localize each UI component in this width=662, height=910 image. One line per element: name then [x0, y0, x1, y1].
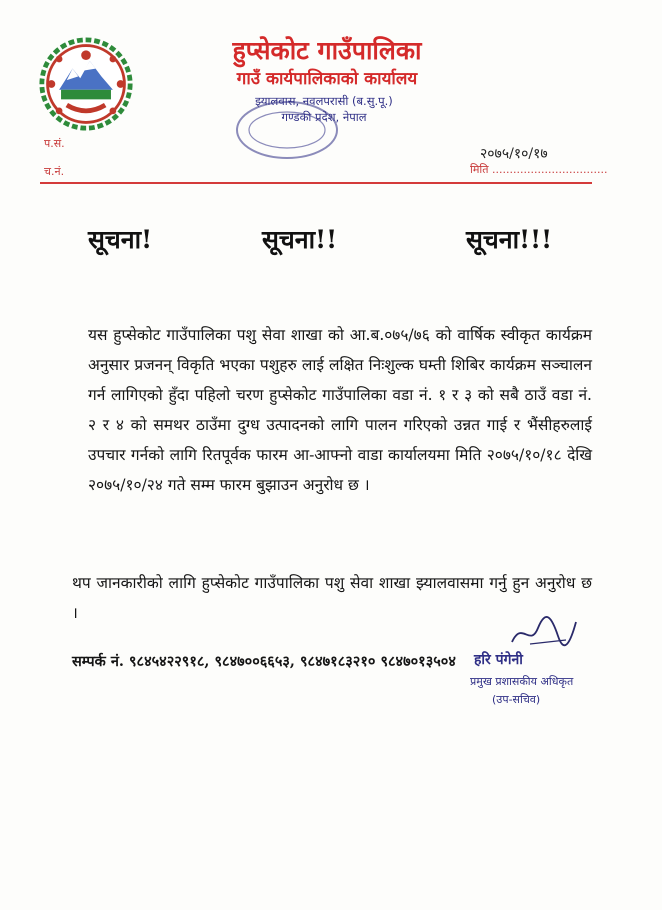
ref-number-label	[44, 136, 65, 151]
signer-title: प्रमुख प्रशासकीय अधिकृत	[470, 675, 574, 688]
signature-icon	[508, 614, 580, 650]
more-info-paragraph: थप जानकारीको लागि हुप्सेकोट गाउँपालिका पशु सेवा शाखा झ्यालवासमा गर्नु हुन अनुरोध छ ।	[72, 574, 592, 622]
nepal-emblem-icon	[38, 36, 134, 132]
dispatch-number-label	[44, 164, 64, 179]
header-divider	[40, 182, 592, 184]
notice-heading-1: सूचना!	[88, 225, 153, 254]
ps-label: प.सं.	[44, 137, 65, 150]
signer-rank: (उप-सचिव)	[492, 693, 541, 706]
signer-name: हरि पंगेनी	[474, 652, 523, 668]
contact-label: सम्पर्क नं.	[72, 653, 124, 670]
cn-label: च.नं.	[44, 165, 65, 178]
date-field	[470, 162, 607, 177]
contact-info	[72, 648, 512, 676]
address-line-1: झ्यालवास, नवलपरासी (ब.सु.पू.)	[255, 94, 393, 108]
date-label: मिति	[470, 163, 489, 176]
office-title: हुप्सेकोट गाउँपालिका	[232, 36, 422, 65]
date-dots: .................................	[492, 163, 608, 176]
contact-numbers: ९८४५४२२९१८, ९८४७००६६५३, ९८४७१८३२१० ९८४७०१३५०४	[129, 653, 456, 670]
handwritten-date: २०७५/१०/१७	[480, 146, 548, 162]
office-subtitle: गाउँ कार्यपालिकाको कार्यालय	[236, 69, 418, 89]
address-line-2: गण्डकी प्रदेश, नेपाल	[281, 110, 367, 124]
notice-body-paragraph: यस हुप्सेकोट गाउँपालिका पशु सेवा शाखा को आ.ब.०७५/७६ को वार्षिक स्वीकृत कार्यक्रम अनुसार प्रजनन् विकृति भएका पशुहरु लाई लक्षित निःशुल्क घम्ती शिबिर कार्यक्रम सञ्चालन गर्न लागिएको हुँदा पहिलो चरण हुप्सेकोट गाउँपालिका वडा नं. १ र ३ को सबै ठाउँ वडा नं. २ र ४ को समथर ठाउँमा दुग्ध उत्पादनको लागि पालन गरिएको उन्नत गाई र भैंसीहरुलाई उपचार गर्नको लागि रितपूर्वक फारम आ-आफ्नो वाडा कार्यालयमा मिति २०७५/१०/१८ देखि २०७५/१०/२४ गते सम्म फारम बुझाउन अनुरोध छ ।	[88, 326, 592, 494]
notice-heading-2: सूचना!!	[262, 225, 338, 254]
notice-heading-3: सूचना!!!	[466, 225, 553, 254]
